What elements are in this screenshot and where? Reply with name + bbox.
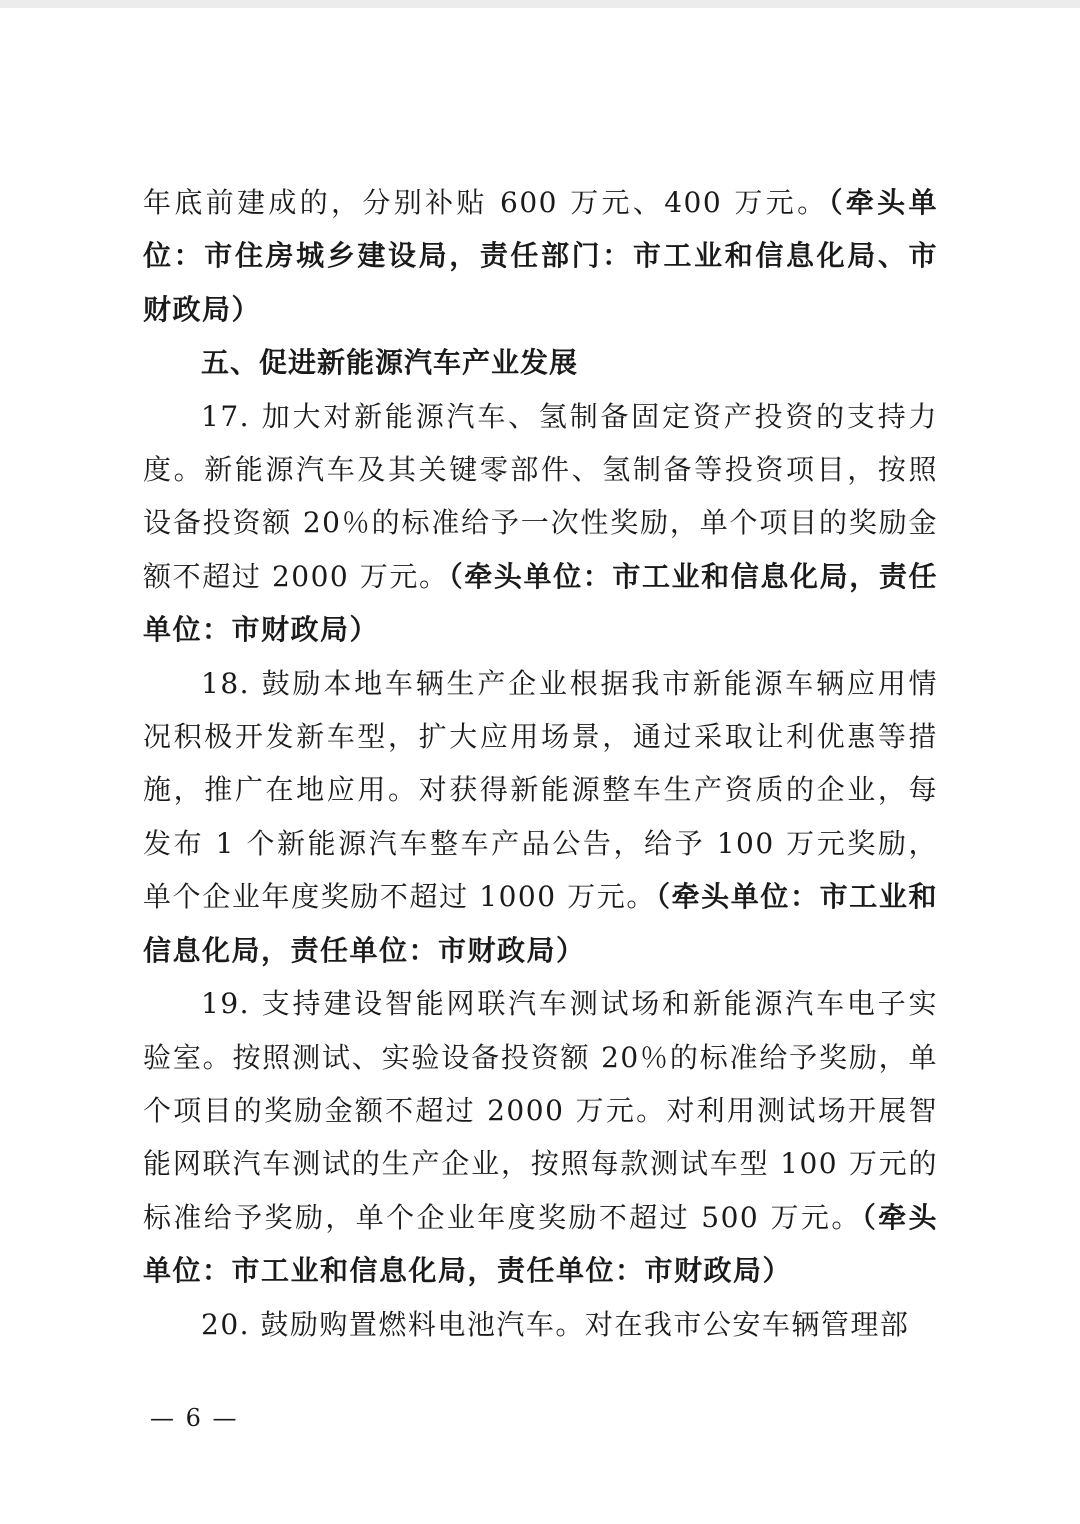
paragraph-text: 年底前建成的，分别补贴 600 万元、400 万元。 [143,186,829,219]
paragraph-item-17 [143,390,938,657]
paragraph-text: 17. 加大对新能源汽车、氢制备固定资产投资的支持力度。新能源汽车及其关键零部件、氢制备等投资项目，按照设备投资额 20％的标准给予一次性奖励，单个项目的奖励金额不超过 2000 万元。 [143,399,938,593]
paragraph-item-19 [143,977,938,1297]
paragraph-item-18 [143,657,938,977]
paragraph-continuation [143,176,938,336]
paragraph-text: 18. 鼓励本地车辆生产企业根据我市新能源车辆应用情况积极开发新车型，扩大应用场景，通过采取让利优惠等措施，推广在地应用。对获得新能源整车生产资质的企业，每发布 1 个新能源汽车整车产品公告，给予 100 万元奖励，单个企业年度奖励不超过 1000 万元。 [143,666,938,914]
document-body [143,176,938,1351]
section-heading: 五、促进新能源汽车产业发展 [201,346,579,380]
responsibility-note: （牵头单位：市工业和信息化局，责任单位：市财政局） [143,1200,938,1288]
responsibility-note: （牵头单位：市工业和信息化局，责任单位：市财政局） [143,559,938,647]
responsibility-note: （牵头单位：市工业和信息化局，责任单位：市财政局） [143,880,938,967]
paragraph-text: 20. 鼓励购置燃料电池汽车。对在我市公安车辆管理部 [201,1307,910,1341]
paragraph-item-20 [143,1298,938,1351]
page-number: — 6 — [150,1404,239,1432]
paragraph-text: 19. 支持建设智能网联汽车测试场和新能源汽车电子实验室。按照测试、实验设备投资额 20％的标准给予奖励，单个项目的奖励金额不超过 2000 万元。对利用测试场开展智能网联汽车测试的生产企业，按照每款测试车型 100 万元的标准给予奖励，单个企业年度奖励不超过 500 万元。 [143,987,938,1234]
responsibility-note: （牵头单位：市住房城乡建设局，责任部门：市工业和信息化局、市财政局） [143,186,938,326]
top-band [0,0,1080,8]
